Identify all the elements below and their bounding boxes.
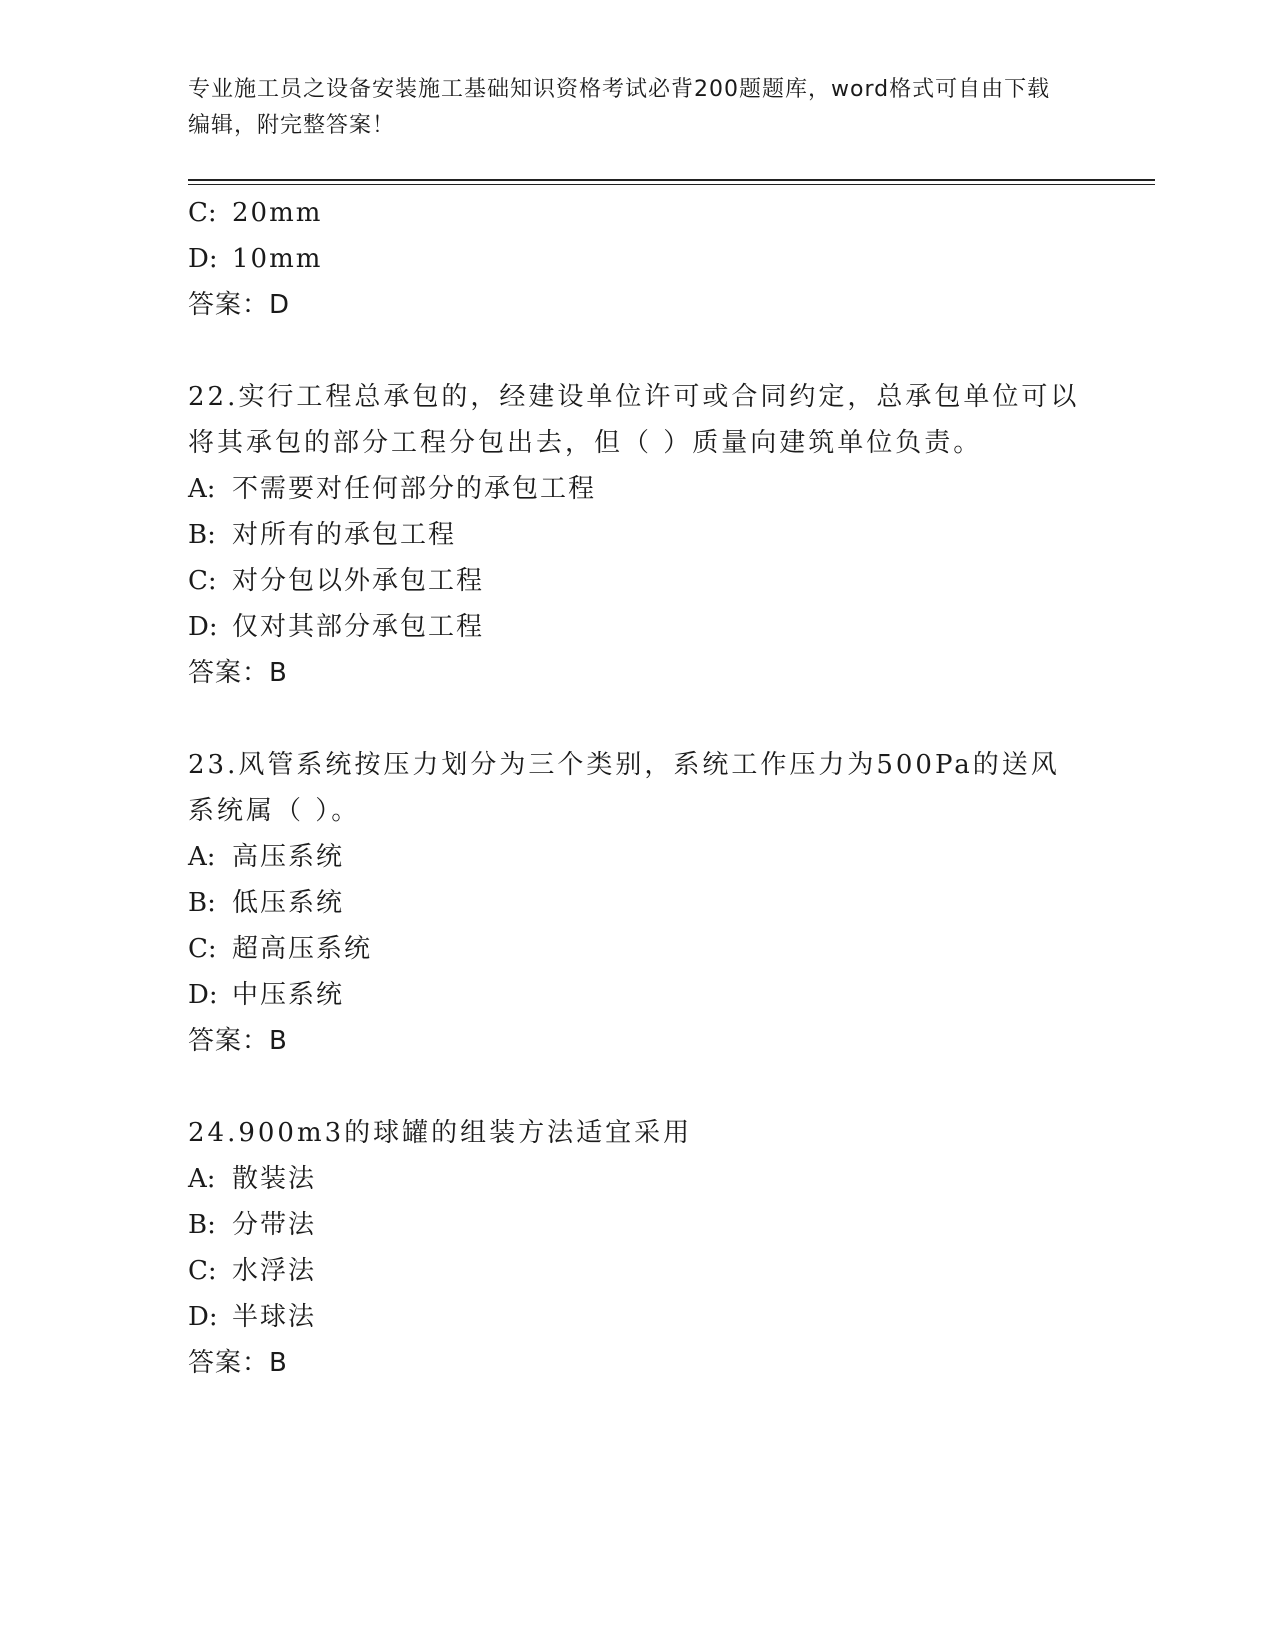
- question-22: [188, 374, 1088, 696]
- option-row: [188, 604, 1088, 650]
- option-label: D:: [188, 980, 218, 1010]
- option-row: [188, 834, 1088, 880]
- header-rule-thick: [188, 179, 1155, 181]
- option-label: C:: [188, 566, 217, 596]
- option-text: 20mm: [232, 198, 323, 228]
- option-row: [188, 1294, 1088, 1340]
- option-text: 高压系统: [232, 842, 345, 872]
- option-text: 散装法: [232, 1164, 317, 1194]
- option-label: B:: [188, 520, 216, 550]
- option-row: [188, 1202, 1088, 1248]
- option-label: A:: [188, 842, 216, 872]
- header-rule-thin: [188, 184, 1155, 185]
- answer-line: 答案：B: [188, 658, 288, 688]
- option-row: [188, 880, 1088, 926]
- option-row: [188, 512, 1088, 558]
- option-text: 低压系统: [232, 888, 345, 918]
- option-row: [188, 466, 1088, 512]
- question-24: [188, 1110, 1088, 1386]
- option-label: A:: [188, 1164, 216, 1194]
- answer-line: 答案：D: [188, 290, 291, 320]
- option-text: 10mm: [232, 244, 323, 274]
- option-label: D:: [188, 244, 218, 274]
- question-stem: 22.实行工程总承包的，经建设单位许可或合同约定，总承包单位可以将其承包的部分工程分包出去，但（ ）质量向建筑单位负责。: [188, 382, 1080, 458]
- option-label: C:: [188, 1256, 217, 1286]
- option-row: [188, 1156, 1088, 1202]
- option-label: D:: [188, 1302, 218, 1332]
- option-row: [188, 558, 1088, 604]
- option-text: 对所有的承包工程: [232, 520, 457, 550]
- question-list: [188, 190, 1088, 1386]
- previous-question-tail: [188, 190, 1088, 328]
- option-row: [188, 190, 1088, 236]
- option-label: A:: [188, 474, 216, 504]
- answer-line: 答案：B: [188, 1026, 288, 1056]
- option-text: 对分包以外承包工程: [232, 566, 485, 596]
- option-row: [188, 236, 1088, 282]
- option-text: 分带法: [232, 1210, 317, 1240]
- option-label: B:: [188, 888, 216, 918]
- question-23: [188, 742, 1088, 1064]
- option-text: 半球法: [232, 1302, 317, 1332]
- question-stem: 23.风管系统按压力划分为三个类别，系统工作压力为500Pa的送风系统属（ ）。: [188, 750, 1060, 826]
- option-text: 不需要对任何部分的承包工程: [232, 474, 597, 504]
- option-text: 超高压系统: [232, 934, 373, 964]
- option-row: [188, 972, 1088, 1018]
- option-label: B:: [188, 1210, 216, 1240]
- option-row: [188, 1248, 1088, 1294]
- option-label: D:: [188, 612, 218, 642]
- answer-line: 答案：B: [188, 1348, 288, 1378]
- option-label: C:: [188, 198, 217, 228]
- document-header: 专业施工员之设备安装施工基础知识资格考试必背200题题库，word格式可自由下载编辑，附完整答案！: [188, 77, 1051, 138]
- option-text: 仅对其部分承包工程: [232, 612, 485, 642]
- question-stem: 24.900m3的球罐的组装方法适宜采用: [188, 1118, 693, 1148]
- option-row: [188, 926, 1088, 972]
- option-text: 水浮法: [232, 1256, 317, 1286]
- option-text: 中压系统: [232, 980, 345, 1010]
- option-label: C:: [188, 934, 217, 964]
